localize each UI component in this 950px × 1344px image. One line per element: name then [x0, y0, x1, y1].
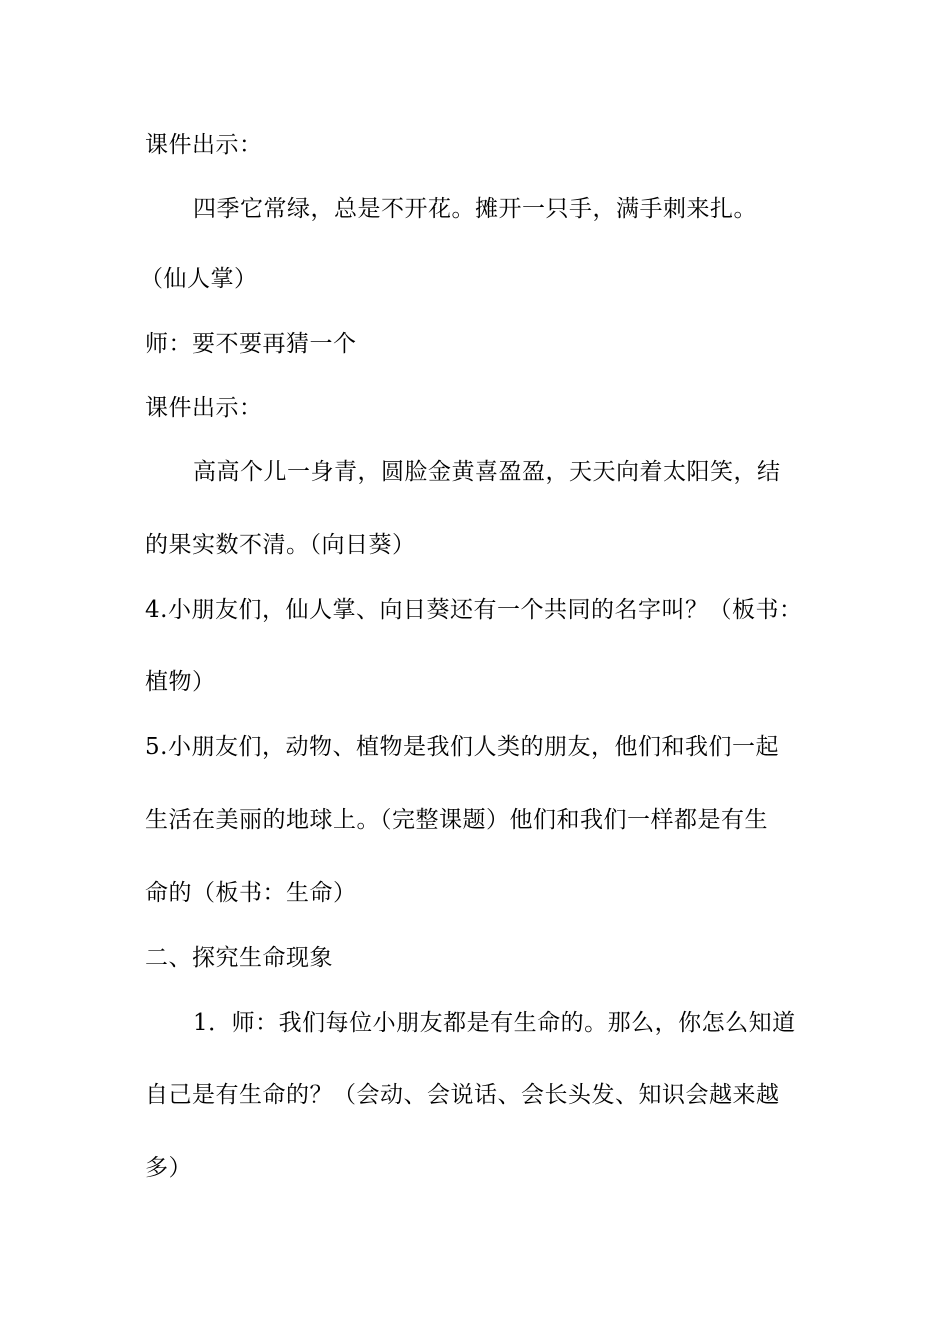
- text-line: 1．师：我们每位小朋友都是有生命的。那么，你怎么知道: [193, 1010, 796, 1036]
- text-line: 四季它常绿，总是不开花。摊开一只手，满手刺来扎。: [193, 196, 757, 222]
- text-line: 4.小朋友们，仙人掌、向日葵还有一个共同的名字叫？（板书：: [145, 597, 803, 623]
- text-line: 生活在美丽的地球上。（完整课题）他们和我们一样都是有生: [145, 807, 768, 833]
- text-line: 多）: [145, 1155, 192, 1181]
- text-line: 命的（板书：生命）: [145, 880, 357, 906]
- text-line: 课件出示：: [145, 132, 263, 158]
- text-line: 高高个儿一身青，圆脸金黄喜盈盈，天天向着太阳笑，结: [193, 459, 781, 485]
- text-line: 植物）: [145, 669, 216, 695]
- section-heading: 二、探究生命现象: [145, 945, 333, 971]
- text-line: （仙人掌）: [140, 266, 258, 292]
- text-line: 自己是有生命的？（会动、会说话、会长头发、知识会越来越: [145, 1082, 780, 1108]
- text-line: 师：要不要再猜一个: [145, 331, 357, 357]
- text-line: 的果实数不清。（向日葵）: [145, 532, 416, 558]
- text-line: 5.小朋友们，动物、植物是我们人类的朋友，他们和我们一起: [145, 734, 779, 760]
- text-line: 课件出示：: [145, 395, 263, 421]
